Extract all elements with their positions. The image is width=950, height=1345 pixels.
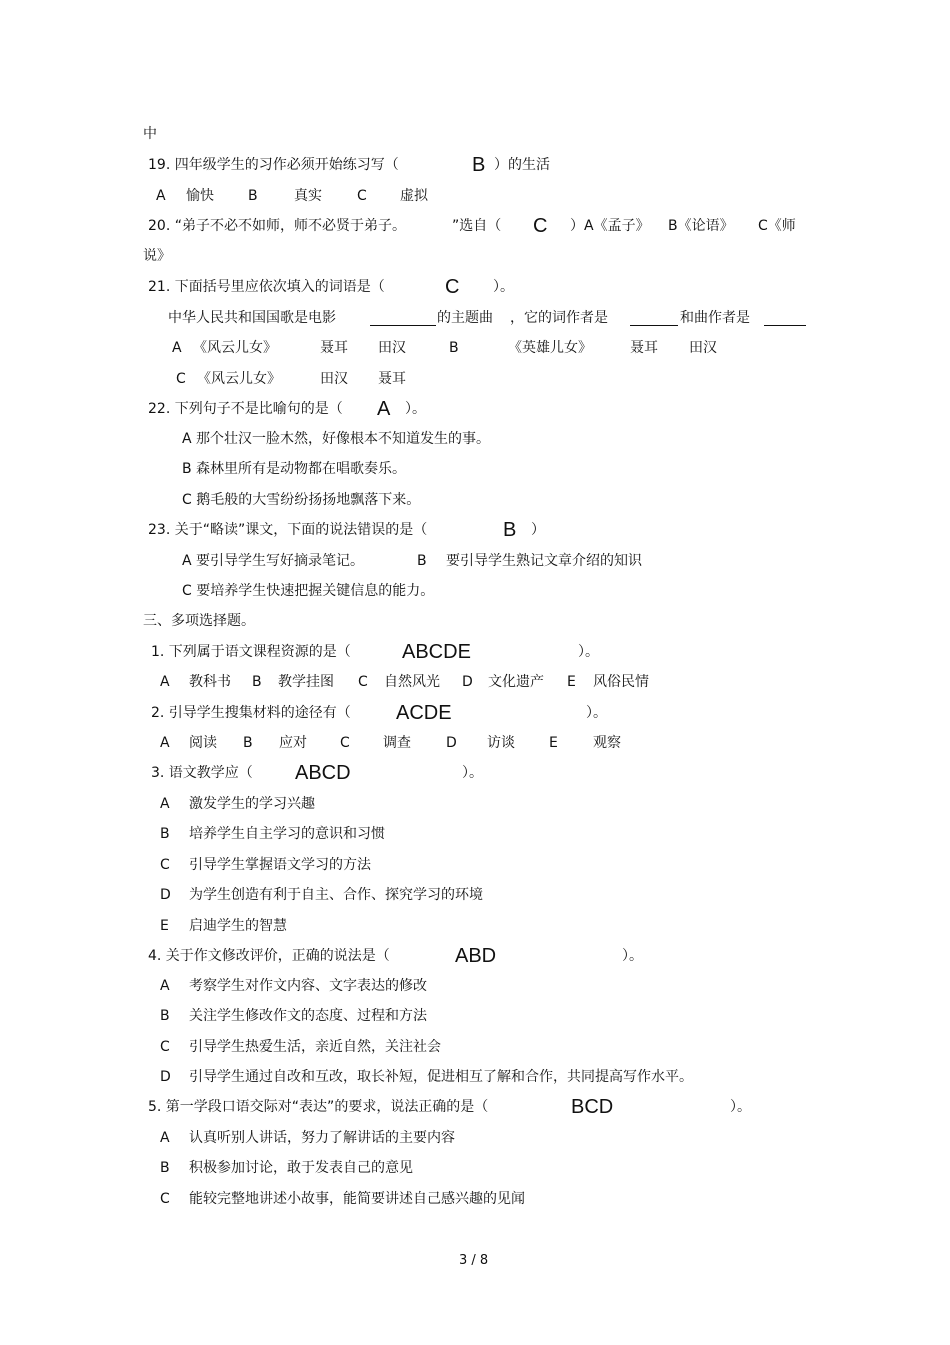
m2-option-c-text: 调查 (383, 735, 411, 751)
q19-option-c-text: 虚拟 (400, 188, 428, 204)
m3-option-a-text: 激发学生的学习兴趣 (189, 796, 315, 812)
m3-option-d-letter: D (160, 887, 171, 903)
q19-stem: 19. 四年级学生的习作必须开始练习写（ (148, 157, 399, 173)
m3-answer: ABCD (295, 762, 351, 784)
q22-option-b: B 森林里所有是动物都在唱歌奏乐。 (182, 461, 407, 477)
q21-stem: 21. 下面括号里应依次填入的词语是（ (148, 279, 385, 295)
q21-sentence-part3: ，它的词作者是 (510, 310, 608, 326)
m2-option-a-letter: A (160, 735, 170, 751)
q21-sentence-part1: 中华人民共和国国歌是电影 (168, 310, 336, 326)
q21-blank-1 (370, 311, 436, 326)
q21-option-b-film: 《英雄儿女》 (508, 340, 592, 356)
m1-option-c-letter: C (358, 674, 368, 690)
q21-sentence-part2: 的主题曲 (437, 310, 493, 326)
q20-stem-source: ”选自（ (452, 218, 502, 234)
m1-option-e-letter: E (567, 674, 576, 690)
m4-option-d-letter: D (160, 1069, 171, 1085)
m3-option-e-letter: E (160, 918, 169, 934)
m2-option-d-letter: D (446, 735, 457, 751)
continued-fragment: 中 (143, 126, 157, 142)
m2-stem-end: ）。 (586, 705, 607, 721)
q21-blank-3 (764, 311, 806, 326)
q21-option-a-film: 《风云儿女》 (193, 340, 277, 356)
q21-option-c-lyricist: 田汉 (320, 371, 348, 387)
m5-option-b-text: 积极参加讨论，敢于发表自己的意见 (189, 1160, 413, 1176)
m3-option-a-letter: A (160, 796, 170, 812)
m5-option-c-text: 能较完整地讲述小故事，能简要讲述自己感兴趣的见闻 (189, 1191, 525, 1207)
m2-option-b-text: 应对 (279, 735, 307, 751)
m1-option-e-text: 风俗民情 (593, 674, 649, 690)
m4-option-a-text: 考察学生对作文内容、文字表达的修改 (189, 978, 427, 994)
m5-option-b-letter: B (160, 1160, 170, 1176)
m1-stem: 1. 下列属于语文课程资源的是（ (151, 644, 351, 660)
q20-option-b: B《论语》 (668, 218, 734, 234)
m3-option-b-text: 培养学生自主学习的意识和习惯 (189, 826, 385, 842)
m5-option-c-letter: C (160, 1191, 170, 1207)
m1-option-d-text: 文化遗产 (488, 674, 544, 690)
q22-stem-end: ）。 (405, 401, 426, 417)
m4-stem: 4. 关于作文修改评价，正确的说法是（ (148, 948, 390, 964)
page-number: 3 / 8 (459, 1253, 489, 1268)
q21-sentence-part4: 和曲作者是 (680, 310, 750, 326)
q23-stem: 23. 关于“略读”课文，下面的说法错误的是（ (148, 522, 428, 538)
q21-option-a-letter: A (172, 340, 182, 356)
section-heading: 三、多项选择题。 (143, 613, 255, 629)
m3-stem: 3. 语文教学应（ (151, 765, 253, 781)
q19-stem-end: ）的生活 (494, 157, 550, 173)
q21-blank-2 (630, 311, 678, 326)
m3-stem-end: ）。 (462, 765, 483, 781)
m5-option-a-text: 认真听别人讲话，努力了解讲话的主要内容 (189, 1130, 455, 1146)
q23-stem-end: ） (531, 522, 545, 538)
m2-option-a-text: 阅读 (189, 735, 217, 751)
m2-option-d-text: 访谈 (487, 735, 515, 751)
m5-option-a-letter: A (160, 1130, 170, 1146)
m1-option-b-letter: B (252, 674, 262, 690)
q21-option-b-lyricist: 聂耳 (630, 340, 658, 356)
q20-option-c: C《师 (758, 218, 796, 234)
m1-option-a-letter: A (160, 674, 170, 690)
m1-option-a-text: 教科书 (189, 674, 231, 690)
m2-option-e-letter: E (549, 735, 558, 751)
q19-option-a-letter: A (156, 188, 166, 204)
q19-answer: B (472, 154, 486, 176)
q22-stem: 22. 下列句子不是比喻句的是（ (148, 401, 343, 417)
q21-option-a-composer: 田汉 (378, 340, 406, 356)
m4-option-b-letter: B (160, 1008, 170, 1024)
m3-option-c-letter: C (160, 857, 170, 873)
m4-option-c-letter: C (160, 1039, 170, 1055)
q22-option-a: A 那个壮汉一脸木然，好像根本不知道发生的事。 (182, 431, 491, 447)
m5-answer: BCD (571, 1096, 614, 1118)
q22-answer: A (377, 398, 391, 420)
q23-option-b: 要引导学生熟记文章介绍的知识 (446, 553, 642, 569)
q19-option-b-text: 真实 (294, 188, 322, 204)
m3-option-b-letter: B (160, 826, 170, 842)
m4-option-b-text: 关注学生修改作文的态度、过程和方法 (189, 1008, 427, 1024)
q21-option-b-composer: 田汉 (689, 340, 717, 356)
q19-option-c-letter: C (357, 188, 367, 204)
q19-option-b-letter: B (248, 188, 258, 204)
q21-option-b-letter: B (449, 340, 459, 356)
q23-option-a: A 要引导学生写好摘录笔记。 (182, 553, 365, 569)
q20-stem: 20. “弟子不必不如师，师不必贤于弟子。 (148, 218, 406, 234)
m2-option-b-letter: B (243, 735, 253, 751)
m3-option-d-text: 为学生创造有利于自主、合作、探究学习的环境 (189, 887, 483, 903)
q19-option-a-text: 愉快 (186, 188, 214, 204)
q21-option-c-composer: 聂耳 (378, 371, 406, 387)
m4-option-d-text: 引导学生通过自改和互改，取长补短，促进相互了解和合作，共同提高写作水平。 (189, 1069, 693, 1085)
m2-option-c-letter: C (340, 735, 350, 751)
m2-answer: ACDE (396, 702, 452, 724)
m1-answer: ABCDE (402, 641, 471, 663)
m2-stem: 2. 引导学生搜集材料的途径有（ (151, 705, 351, 721)
q21-option-c-film: 《风云儿女》 (197, 371, 281, 387)
m5-stem-end: ）。 (730, 1099, 751, 1115)
q20-option-c-cont: 说》 (143, 248, 171, 264)
q20-answer: C (533, 215, 548, 237)
q20-option-a: ）A《孟子》 (570, 218, 650, 234)
q21-option-a-lyricist: 聂耳 (320, 340, 348, 356)
m1-option-b-text: 教学挂图 (278, 674, 334, 690)
q21-option-c-letter: C (176, 371, 186, 387)
m4-answer: ABD (455, 945, 497, 967)
m5-stem: 5. 第一学段口语交际对“表达”的要求，说法正确的是（ (148, 1099, 489, 1115)
m4-option-a-letter: A (160, 978, 170, 994)
m3-option-e-text: 启迪学生的智慧 (189, 918, 287, 934)
m1-option-c-text: 自然风光 (384, 674, 440, 690)
m1-stem-end: ）。 (578, 644, 599, 660)
m4-option-c-text: 引导学生热爱生活，亲近自然，关注社会 (189, 1039, 441, 1055)
q23-option-b-letter: B (417, 553, 427, 569)
m4-stem-end: ）。 (622, 948, 643, 964)
q21-answer: C (445, 276, 460, 298)
q21-stem-end: ）。 (493, 279, 514, 295)
m2-option-e-text: 观察 (593, 735, 621, 751)
q23-option-c: C 要培养学生快速把握关键信息的能力。 (182, 583, 435, 599)
q22-option-c: C 鹅毛般的大雪纷纷扬扬地飘落下来。 (182, 492, 421, 508)
m3-option-c-text: 引导学生掌握语文学习的方法 (189, 857, 371, 873)
m1-option-d-letter: D (462, 674, 473, 690)
q23-answer: B (503, 519, 517, 541)
